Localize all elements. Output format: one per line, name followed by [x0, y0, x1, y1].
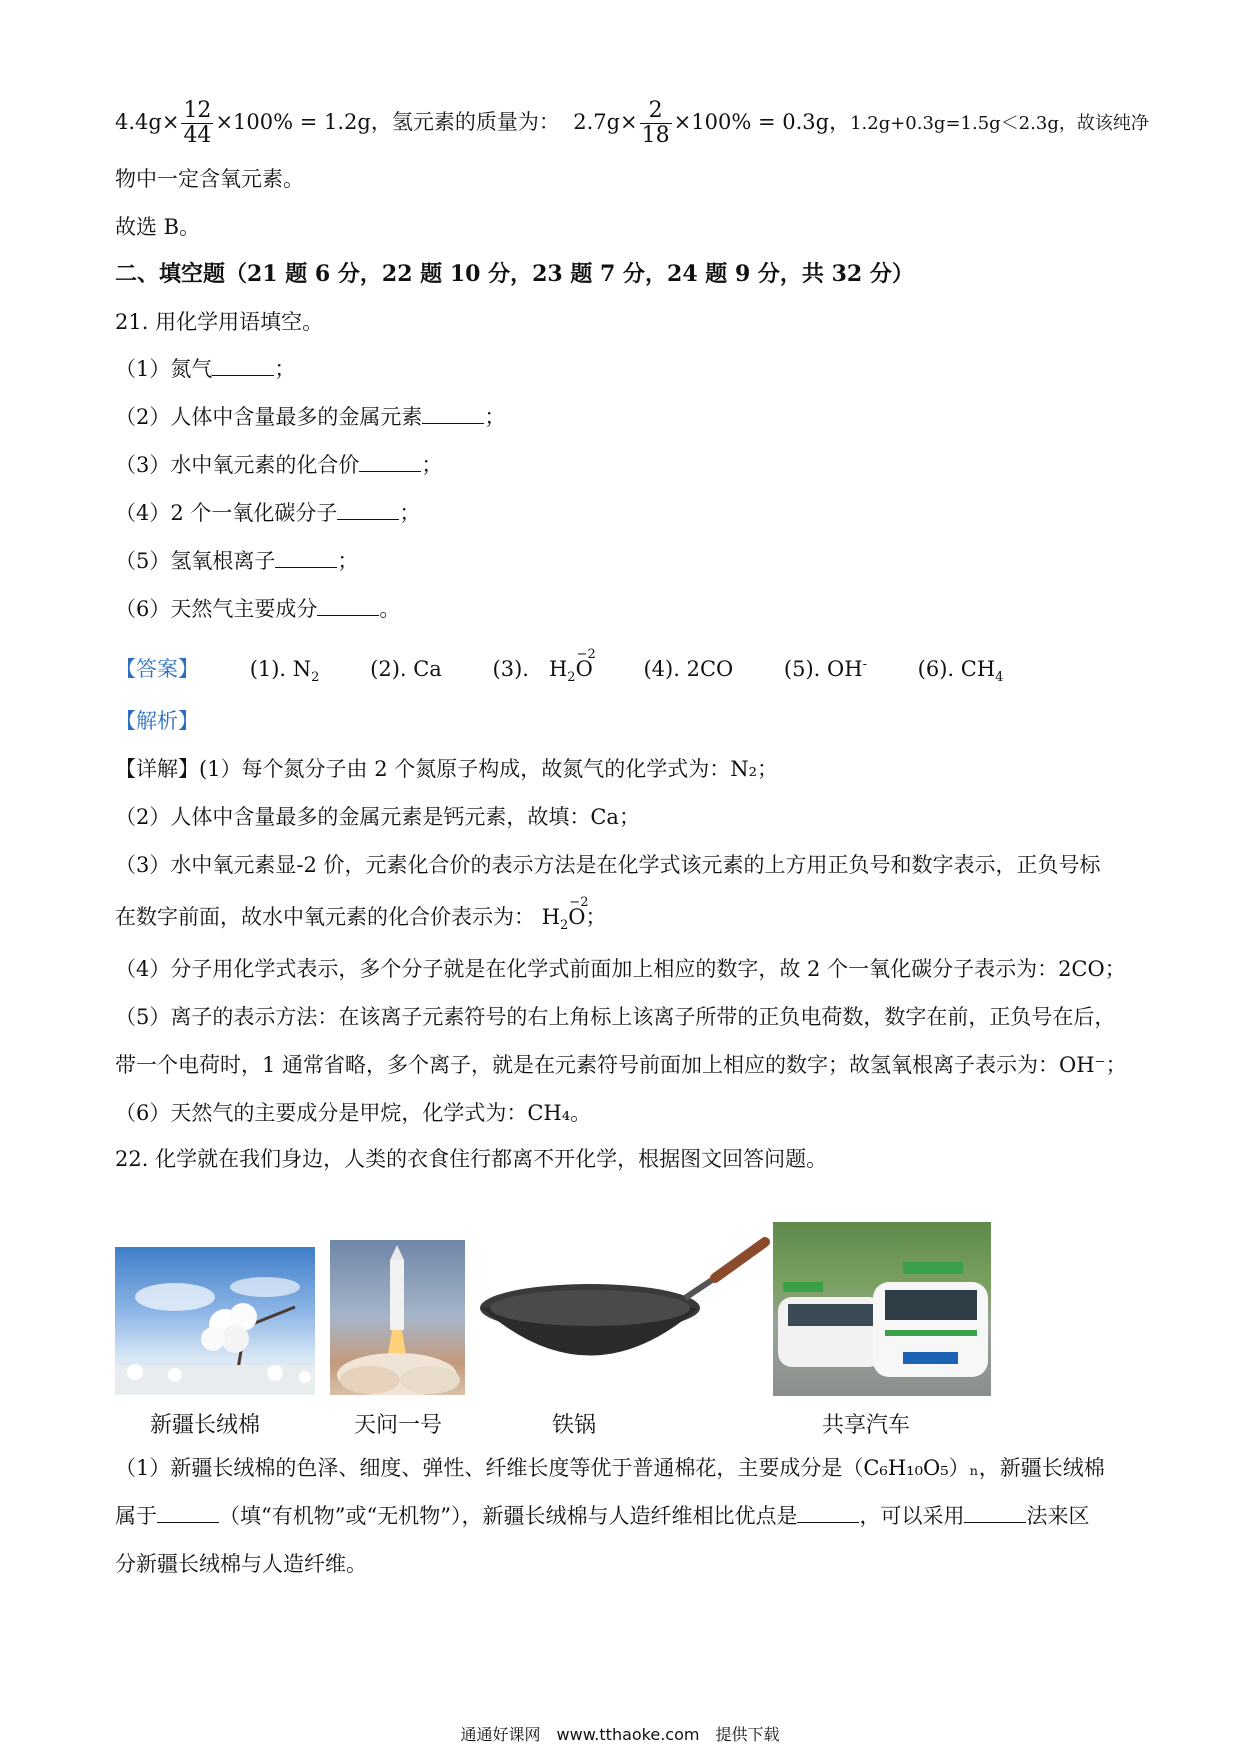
fraction-numerator: 12 — [183, 98, 212, 123]
item-punct: ； — [274, 357, 296, 381]
item-text: （1）氮气 — [115, 357, 213, 381]
fraction-denominator: 44 — [183, 123, 212, 148]
fraction-denominator: 18 — [641, 123, 670, 148]
item-text: （6）天然气主要成分 — [115, 597, 318, 621]
detail-text: 在数字前面，故水中氧元素的化合价表示为： — [115, 905, 535, 929]
calc-line — [115, 92, 1149, 152]
line-text: 属于 — [115, 1504, 157, 1528]
formula-symbol: O — [575, 657, 593, 681]
q21-answer-row — [115, 647, 1004, 693]
q21-item-3 — [115, 450, 442, 480]
detail-6: （6）天然气的主要成分是甲烷，化学式为：CH₄。 — [115, 1101, 592, 1125]
q22-part1-line3: 分新疆长绒棉与人造纤维。 — [115, 1552, 367, 1576]
shared-car-image — [773, 1222, 991, 1396]
detail-3b — [115, 895, 607, 941]
valence-number: −2 — [576, 647, 596, 662]
item-punct: ； — [337, 549, 359, 573]
formula-subscript: 2 — [567, 670, 576, 686]
answer-blank — [964, 1504, 1026, 1523]
answer-blank — [337, 501, 399, 520]
detail-5b: 带一个电荷时，1 通常省略，多个离子，就是在元素符号前面加上相应的数字；故氢氧根离子表示为：OH⁻； — [115, 1053, 1127, 1077]
answer-blank — [797, 1504, 859, 1523]
answer-label: (5). OH — [783, 657, 863, 681]
valence-oxygen — [568, 895, 589, 932]
line-text: ，可以采用 — [859, 1504, 965, 1528]
calc-part-1: 4.4g× — [115, 110, 180, 134]
answer-blank — [359, 453, 421, 472]
answer-5 — [784, 650, 867, 684]
formula-subscript: 4 — [995, 670, 1004, 686]
detail-1: 【详解】(1）每个氮分子由 2 个氮原子构成，故氮气的化学式为：N₂； — [115, 757, 779, 781]
answer-label: (6). CH — [917, 657, 996, 681]
valence-oxygen — [575, 647, 596, 684]
section-title: 二、填空题（21 题 6 分，22 题 10 分，23 题 7 分，24 题 9 分，共 32 分） — [115, 261, 914, 287]
answer-3 — [492, 647, 596, 693]
item-punct: ； — [484, 405, 506, 429]
answer-label: (1). — [249, 657, 287, 681]
calc-part-4: ×100% = 0.3g， — [673, 110, 851, 134]
detail-2: （2）人体中含量最多的金属元素是钙元素，故填：Ca； — [115, 805, 640, 829]
caption-cotton: 新疆长绒棉 — [150, 1413, 261, 1438]
answer-label: (3). — [492, 657, 529, 681]
formula-subscript: 2 — [560, 918, 569, 934]
q21-item-1 — [115, 354, 295, 384]
answer-4: (4). 2CO — [643, 657, 734, 681]
valence-number: −2 — [569, 895, 589, 910]
item-text: （2）人体中含量最多的金属元素 — [115, 405, 423, 429]
car-icon — [773, 1222, 991, 1396]
formula-symbol: N — [292, 657, 312, 681]
rocket-icon — [330, 1240, 465, 1395]
item-text: （3）水中氧元素的化合价 — [115, 453, 360, 477]
calc-part-5: 1.2g+0.3g=1.5g＜2.3g，故该纯净 — [850, 113, 1149, 134]
wok-image — [475, 1228, 775, 1396]
calc-continuation: 物中一定含氧元素。 — [115, 167, 304, 191]
answer-2: (2). Ca — [370, 657, 442, 681]
q22-part1-line1: （1）新疆长绒棉的色泽、细度、弹性、纤维长度等优于普通棉花，主要成分是（C₆H₁₀O₅）ₙ，新疆长绒棉 — [115, 1456, 1105, 1480]
q21-item-5 — [115, 546, 358, 576]
charge-superscript: - — [862, 657, 867, 672]
line-text: （填“有机物”或“无机物”），新疆长绒棉与人造纤维相比优点是 — [219, 1504, 798, 1528]
detail-4: （4）分子用化学式表示，多个分子就是在化学式前面加上相应的数字，故 2 个一氧化碳分子表示为：2CO； — [115, 957, 1126, 981]
q21-stem: 21. 用化学用语填空。 — [115, 310, 324, 334]
answer-blank — [157, 1504, 219, 1523]
fraction-numerator: 2 — [640, 99, 672, 124]
item-punct: ； — [421, 453, 443, 477]
answer-6 — [918, 654, 1004, 693]
answer-blank — [212, 357, 274, 376]
formula-subscript: 2 — [311, 670, 320, 686]
formula-symbol: H — [541, 905, 561, 929]
caption-car: 共享汽车 — [822, 1413, 911, 1438]
cotton-icon — [115, 1247, 315, 1395]
q21-item-2 — [115, 402, 505, 432]
item-punct: ； — [399, 501, 421, 525]
analysis-tag: 【解析】 — [115, 709, 199, 733]
page-footer: 通通好课网 www.tthaoke.com 提供下载 — [460, 1725, 780, 1744]
q21-item-6 — [115, 594, 400, 624]
line-text: 法来区 — [1026, 1504, 1090, 1528]
detail-3a: （3）水中氧元素显-2 价，元素化合价的表示方法是在化学式该元素的上方用正负号和数字表示，正负号标 — [115, 853, 1101, 877]
formula-symbol: H — [548, 657, 568, 681]
rocket-image — [330, 1240, 465, 1395]
formula-symbol: O — [568, 905, 586, 929]
calc-part-3: 2.7g× — [573, 110, 638, 134]
answer-tag: 【答案】 — [115, 657, 199, 681]
fraction-2-18 — [640, 99, 672, 148]
q21-item-4 — [115, 498, 420, 528]
fraction-12-44 — [181, 99, 213, 148]
calc-part-2: ×100% = 1.2g，氢元素的质量为： — [215, 110, 560, 134]
q22-stem: 22. 化学就在我们身边，人类的衣食住行都离不开化学，根据图文回答问题。 — [115, 1147, 828, 1171]
item-text: （5）氢氧根离子 — [115, 549, 276, 573]
q22-part1-line2 — [115, 1501, 1089, 1531]
detail-5a: （5）离子的表示方法：在该离子元素符号的右上角标上该离子所带的正负电荷数，数字在前，正负号在后， — [115, 1005, 1116, 1029]
caption-rocket: 天问一号 — [354, 1413, 443, 1438]
detail-punct: ； — [585, 905, 607, 929]
answer-blank — [275, 549, 337, 568]
wok-icon — [475, 1228, 775, 1396]
answer-blank — [422, 405, 484, 424]
item-punct: 。 — [379, 597, 401, 621]
cotton-image — [115, 1247, 315, 1395]
item-text: （4）2 个一氧化碳分子 — [115, 501, 338, 525]
caption-wok: 铁锅 — [552, 1413, 597, 1438]
answer-blank — [317, 597, 379, 616]
answer-choice-line: 故选 B。 — [115, 215, 201, 239]
answer-1 — [250, 654, 320, 693]
